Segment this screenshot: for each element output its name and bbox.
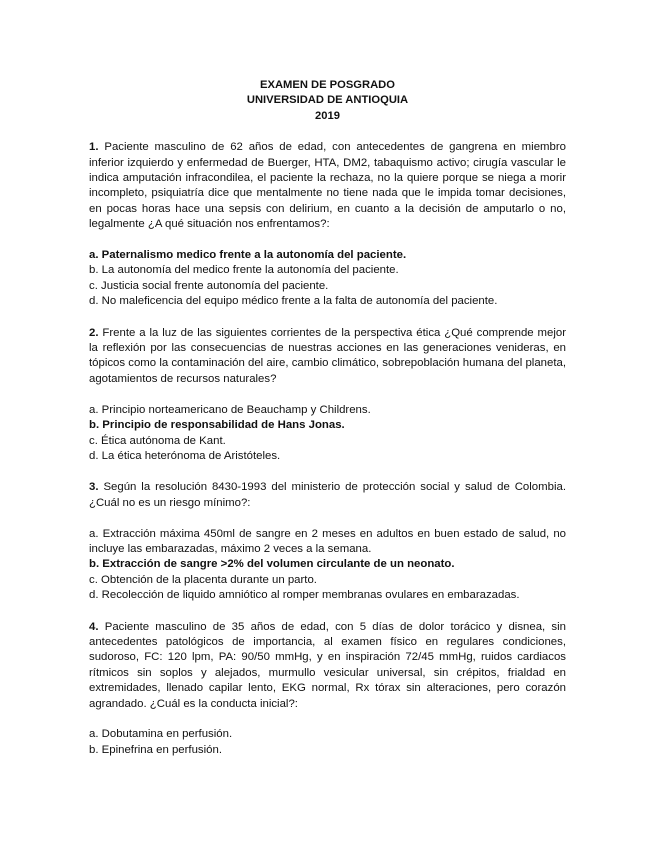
- option-c: c. Ética autónoma de Kant.: [89, 434, 226, 447]
- question-text: Según la resolución 8430-1993 del ministerio de protección social y salud de Colombia. ¿Cuál no es un riesgo mínimo?:: [89, 481, 566, 509]
- option-b: b. La autonomía del medico frente la autonomía del paciente.: [89, 264, 399, 277]
- question-number: 3.: [89, 481, 99, 494]
- document-header: [89, 78, 566, 124]
- question-3-options: [89, 527, 566, 604]
- question-4: [89, 620, 566, 759]
- question-4-stem: [89, 620, 566, 712]
- question-1-stem: [89, 140, 566, 232]
- question-2: [89, 326, 566, 465]
- question-3: [89, 480, 566, 603]
- option-d: d. Recolección de liquido amniótico al romper membranas ovulares en embarazadas.: [89, 589, 520, 602]
- option-a: a. Dobutamina en perfusión.: [89, 728, 233, 741]
- question-3-stem: [89, 480, 566, 511]
- option-b: b. Epinefrina en perfusión.: [89, 743, 222, 756]
- question-4-options: [89, 727, 566, 758]
- option-b: b. Principio de responsabilidad de Hans Jonas.: [89, 419, 345, 432]
- option-a: a. Paternalismo medico frente a la autonomía del paciente.: [89, 249, 407, 262]
- option-a: a. Principio norteamericano de Beauchamp y Childrens.: [89, 403, 371, 416]
- question-number: 2.: [89, 326, 99, 339]
- option-a: a. Extracción máxima 450ml de sangre en 2 meses en adultos en buen estado de salud, no incluye las embarazadas, máximo 2 veces a la semana.: [89, 527, 566, 555]
- question-text: Frente a la luz de las siguientes corrientes de la perspectiva ética ¿Qué comprende mejor la reflexión por las consecuencias de nuestras acciones en las generaciones venideras, en tópicos como la contaminación del aire, cambio climático, sobrepoblación humana del planeta, agotamientos de recursos naturales?: [89, 326, 566, 385]
- question-1-options: [89, 248, 566, 310]
- question-text: Paciente masculino de 35 años de edad, con 5 días de dolor torácico y disnea, sin antecedentes patológicos de importancia, al examen físico en regulares condiciones, sudoroso, FC: 120 lpm, PA: 90/50 mmHg, y en inspiración 72/45 mmHg, ruidos cardiacos rítmicos sin soplos y alejados, murmullo vesicular universal, sin crépitos, frialdad en extremidades, llenado capilar lento, EKG normal, Rx tórax sin alteraciones, pero corazón agrandado. ¿Cuál es la conducta inicial?:: [89, 620, 566, 710]
- question-1: [89, 140, 566, 309]
- university-name: UNIVERSIDAD DE ANTIOQUIA: [246, 94, 409, 107]
- question-text: Paciente masculino de 62 años de edad, con antecedentes de gangrena en miembro inferior izquierdo y enfermedad de Buerger, HTA, DM2, tabaquismo activo; cirugía vascular le indica amputación infracondilea, el paciente la rechaza, no la quiere porque se niega a morir incompleto, psiquiatría dice que mentalmente no tiene nada que le impida tomar decisiones, en pocas horas hace una sepsis con delirium, en cuanto a la decisión de amputarlo o no, legalmente ¿A qué situación nos enfrentamos?:: [89, 141, 566, 231]
- exam-title: EXAMEN DE POSGRADO: [260, 79, 395, 91]
- option-d: d. La ética heterónoma de Aristóteles.: [89, 449, 281, 462]
- option-c: c. Justicia social frente autonomía del paciente.: [89, 279, 329, 292]
- question-2-stem: [89, 326, 566, 388]
- question-number: 4.: [89, 620, 99, 633]
- question-number: 1.: [89, 141, 99, 154]
- question-2-options: [89, 403, 566, 465]
- option-c: c. Obtención de la placenta durante un parto.: [89, 573, 317, 586]
- option-d: d. No maleficencia del equipo médico frente a la falta de autonomía del paciente.: [89, 295, 498, 308]
- exam-year: 2019: [315, 109, 340, 122]
- option-b: b. Extracción de sangre >2% del volumen circulante de un neonato.: [89, 558, 455, 571]
